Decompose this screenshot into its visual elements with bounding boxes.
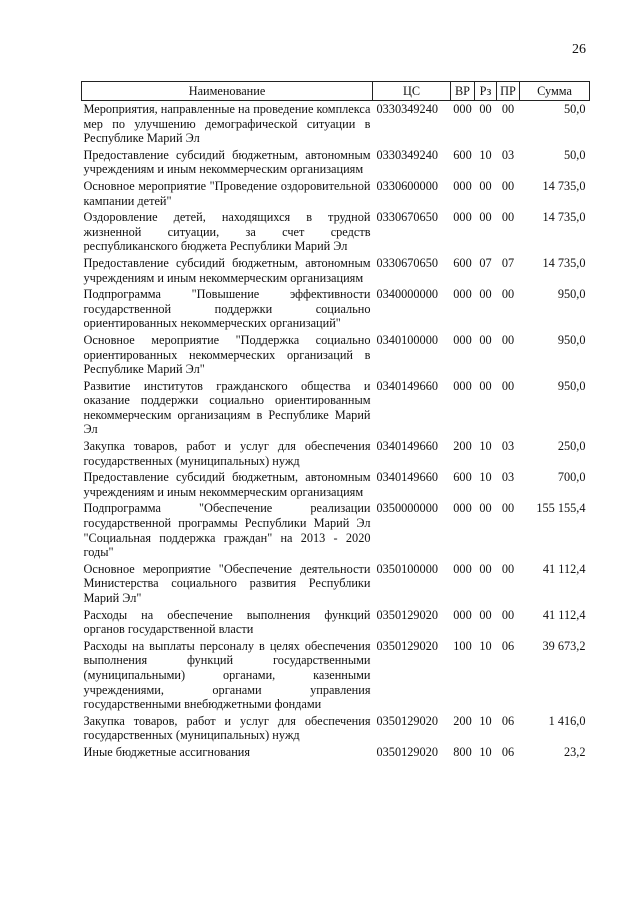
header-name: Наименование	[82, 82, 373, 101]
row-rz: 10	[479, 638, 492, 653]
row-name: Расходы на обеспечение выполнения функций органов государственной власти	[83, 607, 371, 637]
row-sum: 14 735,0	[542, 210, 586, 225]
row-name: Закупка товаров, работ и услуг для обеспечения государственных (муниципальных) нужд	[83, 713, 371, 743]
row-name: Расходы на выплаты персоналу в целях обеспечения выполнения функций государственными (муниципальными) органами, казенными учреждениями, органами управления государственными внебюджетными фондами	[83, 638, 371, 712]
header-vr: ВР	[451, 82, 475, 101]
row-rz: 10	[479, 439, 492, 454]
header-rz: Рз	[475, 82, 497, 101]
row-sum: 1 416,0	[548, 713, 586, 728]
table-row	[82, 209, 590, 255]
row-vr: 000	[453, 210, 472, 225]
row-rz: 00	[479, 501, 492, 516]
row-vr: 000	[453, 332, 472, 347]
row-rz: 00	[479, 210, 492, 225]
row-cs: 0340000000	[376, 287, 438, 302]
row-rz: 00	[479, 561, 492, 576]
row-cs: 0350129020	[376, 713, 438, 728]
row-sum: 14 735,0	[542, 178, 586, 193]
row-sum: 39 673,2	[542, 638, 586, 653]
row-sum: 50,0	[563, 147, 586, 162]
table-row	[82, 438, 590, 469]
row-pr: 03	[501, 439, 515, 454]
table-row	[82, 332, 590, 378]
header-pr: ПР	[497, 82, 520, 101]
row-vr: 800	[453, 744, 472, 759]
row-pr: 03	[501, 470, 515, 485]
budget-table	[81, 81, 590, 761]
row-pr: 06	[501, 744, 515, 759]
row-rz: 10	[479, 147, 492, 162]
row-sum: 50,0	[563, 102, 586, 116]
row-rz: 00	[479, 178, 492, 193]
row-vr: 600	[453, 470, 472, 485]
row-sum: 950,0	[557, 378, 586, 393]
row-name: Мероприятия, направленные на проведение комплекса мер по улучшению демографической ситуации в Республике Марий Эл	[83, 102, 371, 146]
row-cs: 0350100000	[376, 561, 438, 576]
header-cs: ЦС	[373, 82, 451, 101]
row-name: Основное мероприятие "Обеспечение деятельности Министерства социального развития Республики Марий Эл"	[83, 561, 371, 605]
table-row	[82, 638, 590, 713]
row-sum: 250,0	[557, 439, 586, 454]
row-cs: 0330349240	[376, 102, 438, 116]
row-cs: 0350129020	[376, 744, 438, 759]
row-pr: 00	[501, 501, 515, 516]
row-vr: 000	[453, 607, 472, 622]
table-row	[82, 286, 590, 332]
row-vr: 000	[453, 102, 472, 116]
row-pr: 07	[501, 255, 515, 270]
row-name: Оздоровление детей, находящихся в трудной жизненной ситуации, за счет средств республиканского бюджета Республики Марий Эл	[83, 210, 371, 254]
row-cs: 0340100000	[376, 332, 438, 347]
row-sum: 950,0	[557, 287, 586, 302]
table-row	[82, 178, 590, 209]
row-rz: 10	[479, 744, 492, 759]
row-sum: 41 112,4	[542, 607, 586, 622]
table-header-row	[82, 82, 590, 101]
row-cs: 0330600000	[376, 178, 438, 193]
row-pr: 00	[501, 378, 515, 393]
row-vr: 200	[453, 439, 472, 454]
row-sum: 700,0	[557, 470, 586, 485]
row-cs: 0350129020	[376, 607, 438, 622]
row-rz: 00	[479, 378, 492, 393]
row-vr: 000	[453, 561, 472, 576]
table-row	[82, 561, 590, 607]
table-row	[82, 255, 590, 286]
row-name: Развитие институтов гражданского общества и оказание поддержки социально ориентированным некоммерческим организациям в Республике Марий Эл	[83, 378, 371, 437]
row-name: Основное мероприятие "Поддержка социально ориентированных некоммерческих организаций в Республике Марий Эл"	[83, 332, 371, 377]
row-rz: 00	[479, 102, 492, 116]
row-name: Подпрограмма "Обеспечение реализации государственной программы Республики Марий Эл "Социальная поддержка граждан" на 2013 - 2020 годы"	[83, 501, 371, 560]
row-name: Основное мероприятие "Проведение оздоровительной кампании детей"	[83, 178, 371, 208]
row-cs: 0340149660	[376, 439, 438, 454]
row-vr: 600	[453, 255, 472, 270]
row-pr: 06	[501, 713, 515, 728]
row-sum: 41 112,4	[542, 561, 586, 576]
table-row	[82, 500, 590, 560]
row-rz: 10	[479, 470, 492, 485]
page-number: 26	[572, 42, 586, 57]
row-rz: 00	[479, 607, 492, 622]
row-name: Подпрограмма "Повышение эффективности государственной поддержки социально ориентированных некоммерческих организаций"	[83, 287, 371, 331]
row-vr: 600	[453, 147, 472, 162]
row-cs: 0330670650	[376, 210, 438, 225]
row-vr: 000	[453, 178, 472, 193]
row-vr: 000	[453, 287, 472, 302]
row-rz: 00	[479, 332, 492, 347]
row-cs: 0350000000	[376, 501, 438, 516]
row-vr: 100	[453, 638, 472, 653]
row-pr: 03	[501, 147, 515, 162]
header-sum: Сумма	[520, 82, 590, 101]
table-row	[82, 378, 590, 438]
row-sum: 155 155,4	[536, 501, 586, 516]
row-pr: 06	[501, 638, 515, 653]
row-cs: 0340149660	[376, 470, 438, 485]
row-cs: 0330349240	[376, 147, 438, 162]
row-name: Предоставление субсидий бюджетным, автономным учреждениям и иным некоммерческим организациям	[83, 255, 371, 285]
row-cs: 0330670650	[376, 255, 438, 270]
table-row	[82, 101, 590, 147]
row-rz: 07	[479, 255, 492, 270]
table-row	[82, 147, 590, 178]
table-row	[82, 744, 590, 761]
row-pr: 00	[501, 178, 515, 193]
row-pr: 00	[501, 561, 515, 576]
row-name: Иные бюджетные ассигнования	[83, 744, 251, 759]
table-row	[82, 469, 590, 500]
row-pr: 00	[501, 607, 515, 622]
row-pr: 00	[501, 332, 515, 347]
row-vr: 200	[453, 713, 472, 728]
table-row	[82, 713, 590, 744]
row-sum: 23,2	[563, 744, 586, 759]
row-vr: 000	[453, 501, 472, 516]
row-cs: 0340149660	[376, 378, 438, 393]
row-name: Закупка товаров, работ и услуг для обеспечения государственных (муниципальных) нужд	[83, 439, 371, 468]
row-cs: 0350129020	[376, 638, 438, 653]
row-pr: 00	[501, 102, 515, 116]
row-sum: 950,0	[557, 332, 586, 347]
row-sum: 14 735,0	[542, 255, 586, 270]
row-name: Предоставление субсидий бюджетным, автономным учреждениям и иным некоммерческим организациям	[83, 470, 371, 499]
row-rz: 00	[479, 287, 492, 302]
row-pr: 00	[501, 210, 515, 225]
row-pr: 00	[501, 287, 515, 302]
row-vr: 000	[453, 378, 472, 393]
row-name: Предоставление субсидий бюджетным, автономным учреждениям и иным некоммерческим организациям	[83, 147, 371, 177]
row-rz: 10	[479, 713, 492, 728]
table-row	[82, 607, 590, 638]
